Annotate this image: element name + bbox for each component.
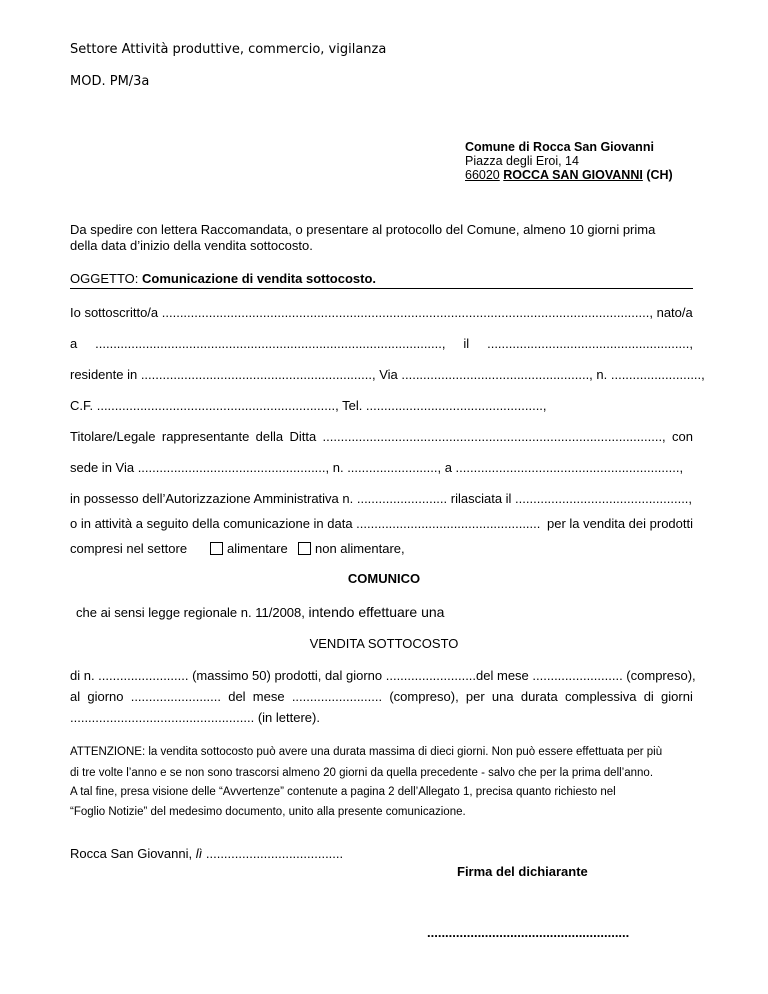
name-field-line[interactable] (70, 305, 693, 320)
communication-date-field[interactable]: o in attività a seguito della comunicazione in data ................................................... (70, 516, 541, 531)
communication-date-line[interactable] (70, 516, 693, 531)
products-count-field[interactable]: di n. ......................... (massimo 50) prodotti, dal giorno ......................... (70, 668, 477, 683)
checkbox-nonfood-label: non alimentare, (315, 541, 405, 556)
end-word-1: al (70, 689, 81, 704)
end-word-7: una (491, 689, 514, 704)
recipient-street: Piazza degli Eroi, 14 (465, 154, 579, 168)
recipient-address (465, 140, 673, 182)
end-word-10: di (643, 689, 654, 704)
residence-line[interactable]: residente in ................................................................, Via ...................................................., n. ........................., (70, 367, 705, 382)
signature-field[interactable]: ........................................................ (427, 925, 630, 940)
end-word-5: (compreso), (389, 689, 459, 704)
sale-title: VENDITA SOTTOCOSTO (309, 636, 459, 651)
date-label: lì (195, 846, 203, 861)
role-word-4: Ditta (289, 429, 317, 444)
place-date-line[interactable] (70, 846, 343, 861)
tax-code-phone-line[interactable]: C.F. .................................................................., Tel. ................................................., (70, 398, 547, 413)
instructions-line-2: della data d’inizio della vendita sottocosto. (70, 238, 313, 253)
end-word-2: giorno (87, 689, 124, 704)
signature-label: Firma del dichiarante (457, 864, 588, 879)
end-month-field[interactable]: ......................... (291, 689, 383, 704)
role-word-5: con (672, 429, 693, 444)
warning-line-3: A tal fine, presa visione delle “Avvertenze” contenute a pagina 2 dell’Allegato 1, precisa quanto richiesto nel (70, 786, 616, 798)
legal-basis-line (76, 604, 444, 620)
products-label: per la vendita dei prodotti (547, 516, 693, 531)
warning-line-4: “Foglio Notizie” del medesimo documento, unito alla presente comunicazione. (70, 806, 466, 818)
subject-label: OGGETTO: (70, 271, 139, 286)
subject-text: Comunicazione di vendita sottocosto. (142, 271, 377, 286)
end-word-11: giorni (661, 689, 693, 704)
birthdate-label: il (463, 336, 470, 351)
recipient-name: Comune di Rocca San Giovanni (465, 140, 654, 154)
comunico-heading: COMUNICO (347, 571, 421, 586)
products-period-line[interactable] (70, 668, 696, 683)
place-text: Rocca San Giovanni, (70, 846, 193, 861)
legal-basis-text: che ai sensi legge regionale n. 11/2008, (76, 605, 305, 620)
end-word-9: complessiva (564, 689, 637, 704)
checkbox-food-option[interactable] (210, 541, 288, 556)
recipient-province: (CH) (646, 168, 673, 182)
checkbox-nonfood-option[interactable] (298, 541, 405, 556)
form-code: MOD. PM/3a (70, 74, 150, 89)
birthdate-field[interactable]: ........................................................, (487, 336, 693, 351)
subject-divider (70, 288, 693, 289)
end-period-line[interactable] (70, 689, 693, 704)
sector-line (70, 541, 187, 556)
subject-line (70, 271, 376, 286)
recipient-city: ROCCA SAN GIOVANNI (503, 168, 643, 182)
company-name-field[interactable]: .............................................................................................., (322, 429, 666, 444)
start-month-field[interactable]: del mese ......................... (compreso), (476, 668, 696, 683)
authorization-line[interactable]: in possesso dell’Autorizzazione Amministrativa n. ......................... rilasciata il ................................................, (70, 491, 693, 506)
date-field[interactable]: ...................................... (205, 846, 344, 861)
department-heading: Settore Attività produttive, commercio, vigilanza (70, 42, 387, 57)
checkbox-food-label: alimentare (227, 541, 288, 556)
end-word-6: per (465, 689, 485, 704)
birthplace-field[interactable]: ................................................................................................, (95, 336, 446, 351)
end-day-field[interactable]: ......................... (130, 689, 221, 704)
company-role-line[interactable] (70, 429, 693, 444)
duration-letters-line[interactable]: ................................................... (in lettere). (70, 710, 320, 725)
end-word-3: del (228, 689, 246, 704)
role-word-3: della (255, 429, 284, 444)
warning-line-2: di tre volte l’anno e se non sono trascorsi almeno 20 giorni da quella precedente - salvo che per la prima dell’anno. (70, 767, 654, 779)
birth-line[interactable] (70, 336, 693, 351)
warning-line-1: ATTENZIONE: la vendita sottocosto può avere una durata massima di dieci giorni. Non può essere effettuata per più (70, 746, 663, 758)
birthplace-label: nato/a (656, 305, 693, 320)
company-seat-line[interactable]: sede in Via ...................................................., n. ........................., a .............................................................., (70, 460, 684, 475)
checkbox-food[interactable] (210, 542, 223, 555)
birthplace-prefix: a (70, 336, 78, 351)
sector-label: compresi nel settore (70, 541, 188, 556)
end-word-4: mese (252, 689, 285, 704)
instructions-line-1: Da spedire con lettera Raccomandata, o presentare al protocollo del Comune, almeno 10 giorni prima (70, 222, 656, 237)
role-word-1: Titolare/Legale (70, 429, 156, 444)
recipient-city-line (465, 168, 673, 182)
checkbox-nonfood[interactable] (298, 542, 311, 555)
intent-text: intendo effettuare una (308, 604, 445, 620)
role-word-2: rappresentante (161, 429, 250, 444)
name-field[interactable]: Io sottoscritto/a ......................................................................................................................................., (70, 305, 657, 320)
end-word-8: durata (520, 689, 558, 704)
recipient-cap: 66020 (465, 168, 500, 182)
